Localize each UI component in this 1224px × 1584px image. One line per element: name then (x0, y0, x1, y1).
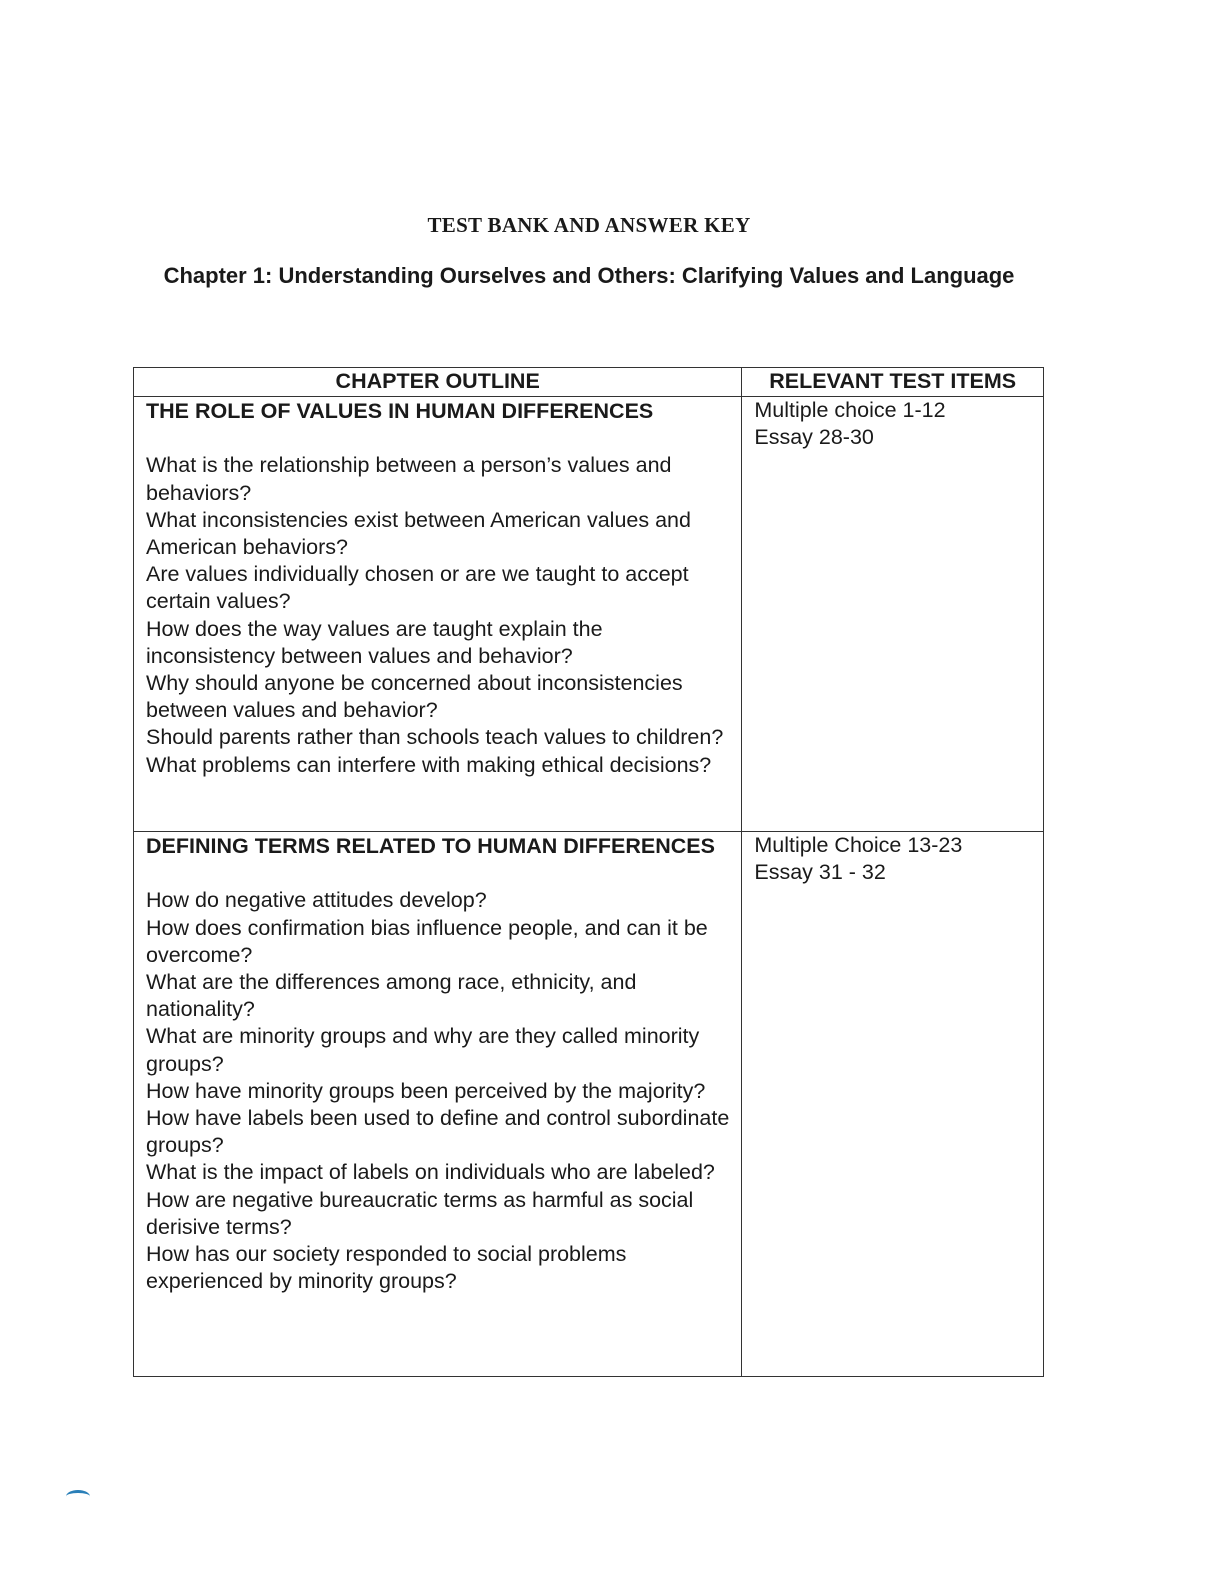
question: What are minority groups and why are they called minority groups? (146, 1024, 700, 1076)
chapter-title: Chapter 1: Understanding Ourselves and Others: Clarifying Values and Language (163, 263, 1015, 288)
question: Why should anyone be concerned about inconsistencies between values and behavior? (146, 671, 683, 723)
question: What are the differences among race, ethnicity, and nationality? (146, 970, 637, 1022)
question: What is the relationship between a person’s values and behaviors? (146, 453, 672, 505)
question: What is the impact of labels on individuals who are labeled? (146, 1160, 715, 1185)
test-item: Multiple Choice 13-23 (754, 833, 963, 857)
question: Should parents rather than schools teach values to children? (146, 725, 724, 750)
table-row (134, 832, 1044, 1377)
question: How have minority groups been perceived by the majority? (146, 1078, 706, 1103)
header-relevant-test-items: RELEVANT TEST ITEMS (742, 368, 1044, 397)
section-heading: THE ROLE OF VALUES IN HUMAN DIFFERENCES (146, 399, 654, 423)
test-items-cell (742, 832, 1044, 1377)
question: How does confirmation bias influence people, and can it be overcome? (146, 915, 708, 967)
table-header-row (134, 368, 1044, 397)
header-chapter-outline: CHAPTER OUTLINE (134, 368, 742, 397)
question: How does the way values are taught explain the inconsistency between values and behavior? (146, 616, 603, 668)
question: How has our society responded to social problems experienced by minority groups? (146, 1242, 627, 1294)
table-row (134, 397, 1044, 832)
question: How have labels been used to define and control subordinate groups? (146, 1106, 730, 1158)
question: How do negative attitudes develop? (146, 888, 487, 913)
question: What inconsistencies exist between American values and American behaviors? (146, 507, 691, 559)
outline-cell (134, 832, 742, 1377)
question: Are values individually chosen or are we taught to accept certain values? (146, 562, 689, 614)
test-item: Multiple choice 1-12 (754, 398, 946, 422)
question: What problems can interfere with making ethical decisions? (146, 752, 712, 777)
test-item: Essay 28-30 (754, 425, 874, 450)
test-item: Essay 31 - 32 (754, 860, 886, 885)
document-title: TEST BANK AND ANSWER KEY (427, 213, 751, 237)
test-items-cell (742, 397, 1044, 832)
chapter-outline-table (133, 367, 1044, 1377)
footer-arc-mark (66, 1490, 90, 1503)
outline-cell (134, 397, 742, 832)
question: How are negative bureaucratic terms as harmful as social derisive terms? (146, 1187, 694, 1239)
section-heading: DEFINING TERMS RELATED TO HUMAN DIFFERENCES (146, 834, 715, 858)
